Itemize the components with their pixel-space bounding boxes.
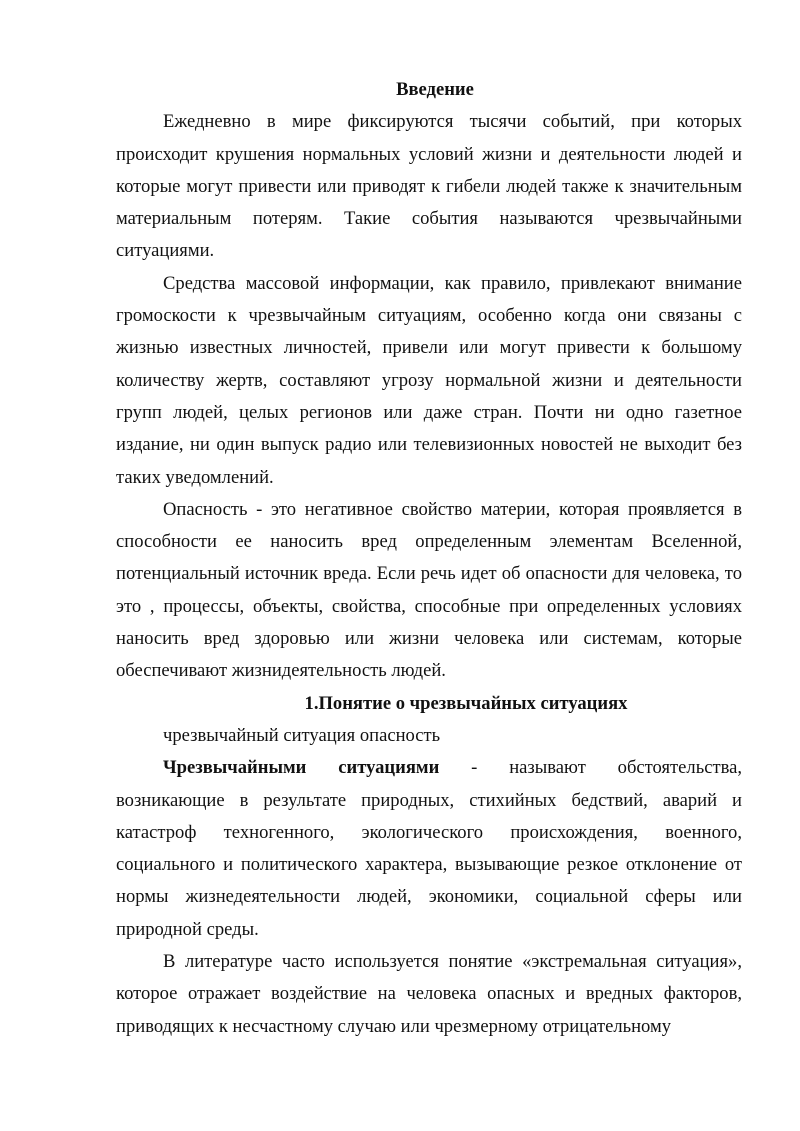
document-page [116,74,742,1043]
section-1-subtitle: чрезвычайный ситуация опасность [163,724,441,746]
paragraph-intro-2: Средства массовой информации, как правило, привлекают внимание громоскости к чрезвычайным ситуациям, особенно когда они связаны с жизнью известных личностей, привели или могут привести к большому количеству жертв, составляют угрозу нормальной жизни и деятельности групп людей, целых регионов или даже стран. Почти ни одно газетное издание, ни один выпуск радио или телевизионных новостей не выходит без таких уведомлений. [116,272,742,488]
paragraph-intro-3: Опасность - это негативное свойство материи, которая проявляется в способности ее наносить вред определенным элементам Вселенной, потенциальный источник вреда. Если речь идет об опасности для человека, то это , процессы, объекты, свойства, способные при определенных условиях наносить вред здоровью или жизни человека или системам, которые обеспечивают жизнидеятельность людей. [116,498,742,682]
paragraph-intro-1: Ежедневно в мире фиксируются тысячи событий, при которых происходит крушения нормальных условий жизни и деятельности людей и которые могут привести или приводят к гибели людей также к значительным материальным потерям. Такие события называются чрезвычайными ситуациями. [116,111,742,262]
paragraph-literature: В литературе часто используется понятие «экстремальная ситуация», которое отражает воздействие на человека опасных и вредных факторов, приводящих к несчастному случаю или чрезмерному отрицательному [116,951,742,1037]
definition-text: - называют обстоятельства, возникающие в результате природных, стихийных бедствий, аварий и катастроф техногенного, экологического происхождения, военного, социального и политического характера, вызывающие резкое отклонение от нормы жизнедеятельности людей, экономики, социальной сферы или природной среды. [116,757,743,940]
definition-term: Чрезвычайными ситуациями [163,757,440,779]
intro-heading: Введение [396,79,474,100]
definition-paragraph [116,752,742,946]
section-1-heading: 1.Понятие о чрезвычайных ситуациях [304,692,628,714]
